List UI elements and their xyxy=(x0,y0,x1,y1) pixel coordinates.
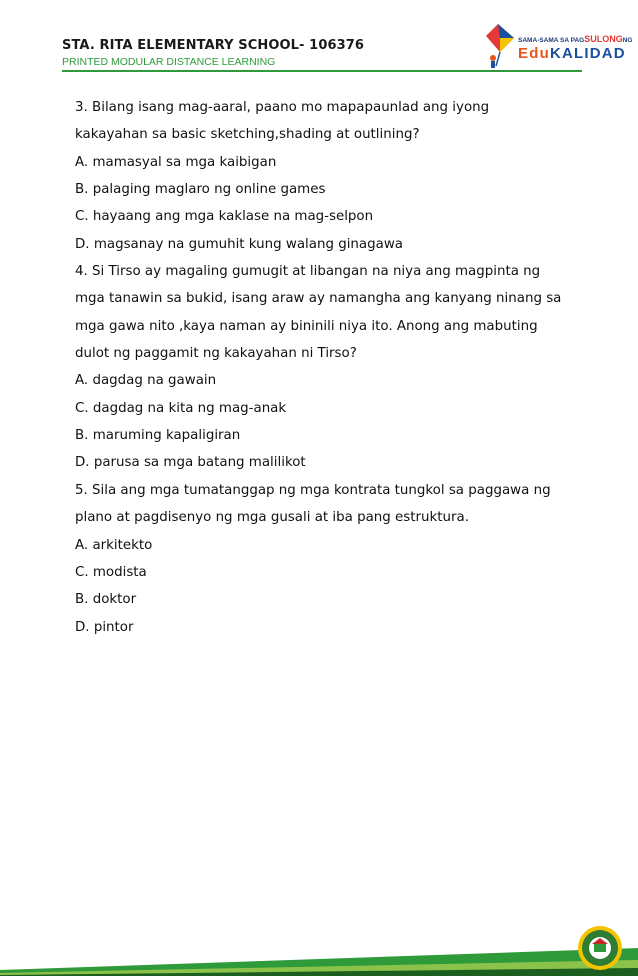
text-line: C. dagdag na kita ng mag-anak xyxy=(75,400,287,416)
text-line: 3. Bilang isang mag-aaral, paano mo mapapaunlad ang iyong xyxy=(75,100,490,115)
text-line: C. hayaang ang mga kaklase na mag-selpon xyxy=(75,209,374,225)
text-line: C. modista xyxy=(75,564,147,580)
text-line: kakayahan sa basic sketching,shading at outlining? xyxy=(75,127,420,143)
footer-decoration xyxy=(0,940,638,980)
kite-figure-icon xyxy=(478,22,518,70)
text-line: B. maruming kapaligiran xyxy=(75,428,241,444)
text-line: D. magsanay na gumuhit kung walang ginagawa xyxy=(75,236,403,252)
text-line: mga tanawin sa bukid, isang araw ay namangha ang kanyang ninang sa xyxy=(75,291,562,307)
text-line: A. arkitekto xyxy=(75,537,153,553)
text-line: A. mamasyal sa mga kaibigan xyxy=(75,154,277,170)
module-content xyxy=(75,94,595,641)
text-line: 5. Sila ang mga tumatanggap ng mga kontrata tungkol sa paggawa ng xyxy=(75,482,551,498)
text-line: dulot ng paggamit ng kakayahan ni Tirso? xyxy=(75,346,357,362)
logo-brand: EduKALIDAD xyxy=(518,45,626,62)
text-line: B. palaging maglaro ng online games xyxy=(75,182,326,198)
text-line: D. parusa sa mga batang malilikot xyxy=(75,455,306,471)
edukalidad-logo xyxy=(478,22,633,72)
logo-tagline: SAMA-SAMA SA PAGSULONGNG xyxy=(518,34,633,44)
school-seal-icon xyxy=(577,925,623,971)
school-name: STA. RITA ELEMENTARY SCHOOL- 106376 xyxy=(62,38,365,53)
text-line: A. dagdag na gawain xyxy=(75,373,217,389)
text-line: plano at pagdisenyo ng mga gusali at iba pang estruktura. xyxy=(75,510,469,526)
text-line: mga gawa nito ,kaya naman ay bininili niya ito. Anong ang mabuting xyxy=(75,318,538,334)
text-line: 4. Si Tirso ay magaling gumugit at libangan na niya ang magpinta ng xyxy=(75,264,541,280)
text-line: D. pintor xyxy=(75,619,134,635)
module-type: PRINTED MODULAR DISTANCE LEARNING xyxy=(62,56,276,68)
text-line: B. doktor xyxy=(75,592,137,608)
